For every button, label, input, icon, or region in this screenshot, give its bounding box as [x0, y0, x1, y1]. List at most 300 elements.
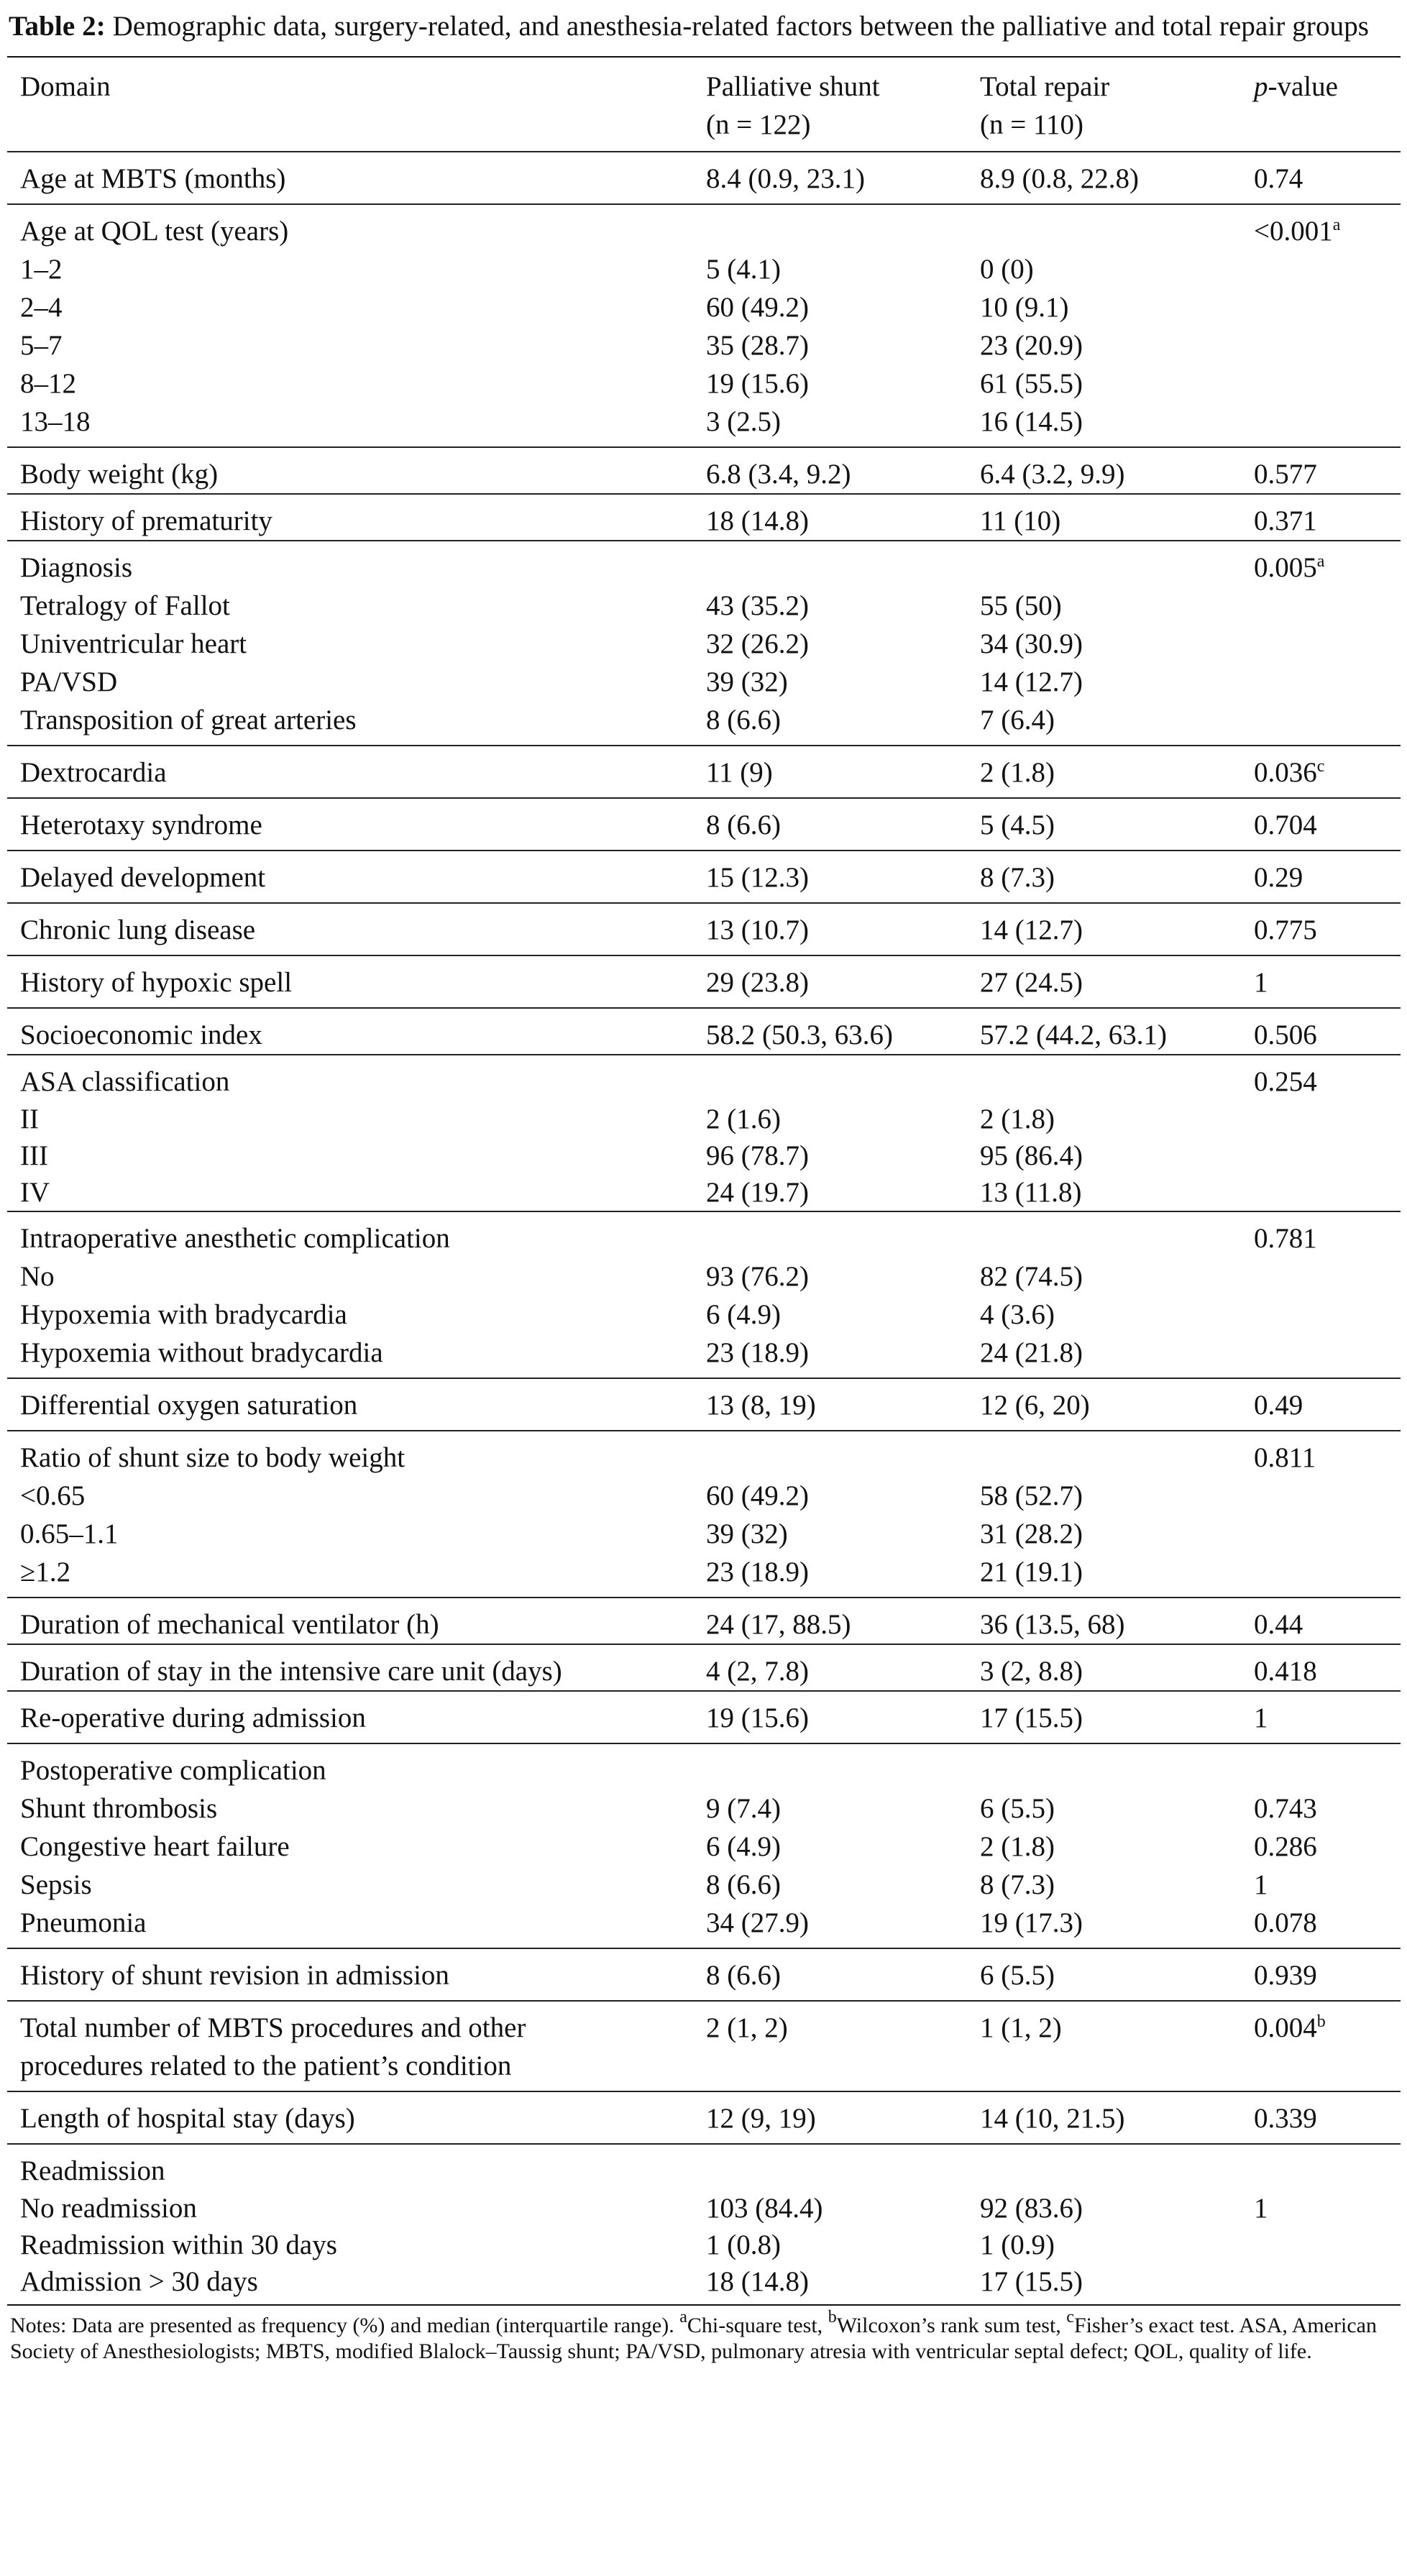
domain-cell — [7, 152, 693, 204]
total-repair-cell — [967, 746, 1241, 798]
header-total-n: (n = 110) — [980, 109, 1084, 140]
table-row — [7, 494, 1401, 541]
total-repair-cell — [967, 326, 1241, 365]
domain-cell — [7, 1008, 693, 1055]
total-repair-cell — [967, 1137, 1241, 1174]
palliative-cell — [693, 746, 967, 798]
p-value-cell-text: 1 — [1254, 1869, 1268, 1900]
total-repair-cell — [967, 625, 1241, 663]
p-value-cell — [1241, 1691, 1401, 1743]
p-value-cell — [1241, 1477, 1401, 1515]
palliative-cell — [693, 250, 967, 288]
p-value-cell — [1241, 1296, 1401, 1334]
domain-cell-text: Duration of mechanical ventilator (h) — [20, 1609, 439, 1640]
domain-cell-text: Re-operative during admission — [20, 1702, 366, 1733]
domain-cell-text: 0.65–1.1 — [20, 1518, 119, 1549]
p-value-footnote-marker: a — [1316, 552, 1325, 571]
domain-cell-text: Delayed development — [20, 862, 266, 893]
domain-cell-text: 1–2 — [20, 254, 63, 285]
palliative-cell-text: 19 (15.6) — [706, 368, 809, 399]
table-row — [7, 1137, 1401, 1174]
palliative-cell-text: 8 (6.6) — [706, 1960, 781, 1991]
p-value-cell-text: 0.74 — [1254, 163, 1303, 194]
domain-cell — [7, 1789, 693, 1828]
total-repair-cell — [967, 1948, 1241, 2001]
palliative-cell — [693, 903, 967, 955]
total-repair-cell-text: 27 (24.5) — [980, 967, 1083, 998]
palliative-cell-text: 13 (10.7) — [706, 915, 809, 945]
total-repair-cell — [967, 152, 1241, 204]
domain-cell-text: Age at QOL test (years) — [20, 216, 289, 247]
palliative-cell-text: 35 (28.7) — [706, 330, 809, 361]
table-row — [7, 1296, 1401, 1334]
palliative-cell-text: 6 (4.9) — [706, 1299, 781, 1330]
domain-cell — [7, 2227, 693, 2263]
table-row — [7, 447, 1401, 494]
p-value-cell — [1241, 1137, 1401, 1174]
domain-cell-text: 2–4 — [20, 292, 63, 323]
total-repair-cell-text: 57.2 (44.2, 63.1) — [980, 1019, 1167, 1050]
total-repair-cell — [967, 1296, 1241, 1334]
total-repair-cell-text: 55 (50) — [980, 590, 1062, 621]
domain-cell-text: No readmission — [20, 2193, 197, 2224]
palliative-cell-text: 8 (6.6) — [706, 705, 781, 735]
domain-cell-text: Congestive heart failure — [20, 1831, 290, 1862]
p-value-cell — [1241, 1055, 1401, 1101]
table-row — [7, 1866, 1401, 1904]
p-value-cell-text: 0.254 — [1254, 1066, 1317, 1097]
domain-cell — [7, 746, 693, 798]
palliative-cell-text: 60 (49.2) — [706, 1480, 809, 1511]
domain-cell — [7, 1378, 693, 1431]
palliative-cell — [693, 541, 967, 587]
domain-cell-text: History of shunt revision in admission — [20, 1960, 449, 1991]
p-value-cell-text: 0.078 — [1254, 1907, 1317, 1938]
domain-cell — [7, 1174, 693, 1211]
notes-text-c: Fisher’s exact test. ASA, American Society of Anesthesiologists; MBTS, modified Blalock–Taussig shunt; PA/VSD, pulmonary atresia with ventricular septal defect; QOL, quality of life. — [10, 2314, 1377, 2363]
p-value-cell-text: 0.743 — [1254, 1793, 1317, 1824]
palliative-cell-text: 1 (0.8) — [706, 2229, 781, 2260]
header-total-label: Total repair — [980, 71, 1110, 102]
p-value-cell — [1241, 365, 1401, 403]
total-repair-cell — [967, 2091, 1241, 2144]
p-value-cell — [1241, 541, 1401, 587]
domain-cell — [7, 1477, 693, 1515]
table-row — [7, 1211, 1401, 1257]
palliative-cell — [693, 2091, 967, 2144]
domain-cell — [7, 1553, 693, 1598]
p-value-cell — [1241, 1257, 1401, 1296]
domain-cell — [7, 494, 693, 541]
domain-cell — [7, 1296, 693, 1334]
p-value-cell — [1241, 2263, 1401, 2305]
palliative-cell — [693, 701, 967, 746]
total-repair-cell — [967, 1055, 1241, 1101]
palliative-cell — [693, 152, 967, 204]
domain-cell — [7, 1137, 693, 1174]
total-repair-cell — [967, 2001, 1241, 2091]
p-value-cell — [1241, 2001, 1401, 2091]
domain-cell-text: Hypoxemia without bradycardia — [20, 1337, 383, 1368]
table-row — [7, 1598, 1401, 1644]
domain-cell-text: Readmission within 30 days — [20, 2229, 337, 2260]
domain-cell — [7, 1948, 693, 2001]
total-repair-cell-text: 0 (0) — [980, 254, 1034, 285]
palliative-cell-text: 13 (8, 19) — [706, 1390, 816, 1421]
total-repair-cell — [967, 541, 1241, 587]
table-row — [7, 1101, 1401, 1137]
p-value-cell-text: 0.506 — [1254, 1019, 1317, 1050]
total-repair-cell — [967, 587, 1241, 625]
domain-cell — [7, 326, 693, 365]
table-row — [7, 1378, 1401, 1431]
p-value-cell — [1241, 1598, 1401, 1644]
header-domain: Domain — [7, 57, 693, 152]
table-row — [7, 152, 1401, 204]
total-repair-cell-text: 36 (13.5, 68) — [980, 1609, 1125, 1640]
p-value-cell — [1241, 1431, 1401, 1477]
table-row — [7, 1789, 1401, 1828]
total-repair-cell-text: 10 (9.1) — [980, 292, 1069, 323]
domain-cell — [7, 1743, 693, 1789]
p-value-cell — [1241, 1948, 1401, 2001]
domain-cell — [7, 204, 693, 250]
palliative-cell-text: 18 (14.8) — [706, 505, 809, 536]
table-row — [7, 1644, 1401, 1691]
domain-cell-text: Intraoperative anesthetic complication — [20, 1223, 450, 1254]
notes-sup-a: a — [679, 2308, 687, 2327]
total-repair-cell — [967, 1008, 1241, 1055]
palliative-cell — [693, 1515, 967, 1553]
p-value-cell — [1241, 1515, 1401, 1553]
palliative-cell — [693, 1101, 967, 1137]
palliative-cell — [693, 1789, 967, 1828]
palliative-cell-text: 43 (35.2) — [706, 590, 809, 621]
palliative-cell — [693, 798, 967, 851]
domain-cell — [7, 1334, 693, 1378]
domain-cell — [7, 1904, 693, 1948]
p-value-cell — [1241, 2190, 1401, 2227]
palliative-cell — [693, 2190, 967, 2227]
total-repair-cell-text: 24 (21.8) — [980, 1337, 1083, 1368]
p-value-cell — [1241, 1378, 1401, 1431]
table-row — [7, 365, 1401, 403]
domain-cell — [7, 663, 693, 701]
notes-sup-c: c — [1066, 2308, 1074, 2327]
table-row — [7, 2263, 1401, 2305]
p-value-cell — [1241, 494, 1401, 541]
palliative-cell — [693, 1055, 967, 1101]
p-value-cell — [1241, 204, 1401, 250]
domain-cell-text: Dextrocardia — [20, 757, 167, 788]
domain-cell-text: Sepsis — [20, 1869, 92, 1900]
palliative-cell-text: 96 (78.7) — [706, 1140, 809, 1171]
p-value-cell — [1241, 1789, 1401, 1828]
total-repair-cell-text: 2 (1.8) — [980, 1104, 1055, 1135]
total-repair-cell-text: 17 (15.5) — [980, 2266, 1083, 2297]
total-repair-cell-text: 34 (30.9) — [980, 628, 1083, 659]
table-row — [7, 2001, 1401, 2091]
domain-cell — [7, 2091, 693, 2144]
p-value-cell-text: <0.001 — [1254, 216, 1333, 247]
p-value-cell — [1241, 403, 1401, 447]
palliative-cell-text: 58.2 (50.3, 63.6) — [706, 1019, 893, 1050]
p-value-cell-text: 0.577 — [1254, 459, 1317, 490]
palliative-cell-text: 60 (49.2) — [706, 292, 809, 323]
table-row — [7, 541, 1401, 587]
palliative-cell-text: 32 (26.2) — [706, 628, 809, 659]
palliative-cell — [693, 1743, 967, 1789]
domain-cell-text: Length of hospital stay (days) — [20, 2103, 355, 2134]
palliative-cell-text: 11 (9) — [706, 757, 773, 788]
domain-cell — [7, 625, 693, 663]
palliative-cell — [693, 326, 967, 365]
p-value-cell — [1241, 663, 1401, 701]
domain-cell-text: Admission > 30 days — [20, 2266, 258, 2297]
table-row — [7, 1431, 1401, 1477]
palliative-cell-text: 8 (6.6) — [706, 1869, 781, 1900]
domain-cell-text: Postoperative complication — [20, 1755, 326, 1786]
palliative-cell — [693, 2001, 967, 2091]
p-value-cell-text: 1 — [1254, 1702, 1268, 1733]
p-value-footnote-marker: a — [1332, 216, 1341, 234]
p-value-cell — [1241, 587, 1401, 625]
domain-cell-text: Transposition of great arteries — [20, 705, 357, 735]
domain-cell-text: <0.65 — [20, 1480, 86, 1511]
total-repair-cell — [967, 798, 1241, 851]
total-repair-cell-text: 2 (1.8) — [980, 757, 1055, 788]
p-value-cell — [1241, 2091, 1401, 2144]
p-value-cell — [1241, 1008, 1401, 1055]
palliative-cell-text: 15 (12.3) — [706, 862, 809, 893]
p-value-cell-text: 0.371 — [1254, 505, 1317, 536]
table-row — [7, 204, 1401, 250]
total-repair-cell — [967, 403, 1241, 447]
domain-cell-text: IV — [20, 1177, 50, 1208]
table-row — [7, 1257, 1401, 1296]
p-value-cell — [1241, 2144, 1401, 2190]
header-p-suffix: -value — [1268, 71, 1338, 102]
palliative-cell — [693, 1691, 967, 1743]
palliative-cell-text: 103 (84.4) — [706, 2193, 823, 2224]
palliative-cell-text: 23 (18.9) — [706, 1337, 809, 1368]
domain-cell — [7, 365, 693, 403]
header-palliative-n: (n = 122) — [706, 109, 811, 140]
total-repair-cell-text: 8 (7.3) — [980, 1869, 1055, 1900]
domain-cell-text: Shunt thrombosis — [20, 1793, 218, 1824]
total-repair-cell — [967, 494, 1241, 541]
domain-cell — [7, 2001, 693, 2091]
table-row — [7, 903, 1401, 955]
palliative-cell — [693, 494, 967, 541]
domain-cell — [7, 587, 693, 625]
total-repair-cell-text: 14 (12.7) — [980, 666, 1083, 697]
domain-cell-text: 5–7 — [20, 330, 63, 361]
total-repair-cell — [967, 2263, 1241, 2305]
total-repair-cell-text: 3 (2, 8.8) — [980, 1656, 1083, 1687]
total-repair-cell-text: 6 (5.5) — [980, 1793, 1055, 1824]
total-repair-cell — [967, 250, 1241, 288]
palliative-cell-text: 29 (23.8) — [706, 967, 809, 998]
p-value-cell — [1241, 1828, 1401, 1866]
domain-cell-text: History of hypoxic spell — [20, 967, 293, 998]
table-row — [7, 1008, 1401, 1055]
total-repair-cell — [967, 701, 1241, 746]
table-row — [7, 1691, 1401, 1743]
palliative-cell — [693, 1477, 967, 1515]
p-value-cell-text: 0.781 — [1254, 1223, 1317, 1254]
domain-cell-text: Body weight (kg) — [20, 459, 219, 490]
palliative-cell-text: 34 (27.9) — [706, 1907, 809, 1938]
domain-cell-text: Readmission — [20, 2155, 165, 2186]
total-repair-cell-text: 6.4 (3.2, 9.9) — [980, 459, 1125, 490]
p-value-cell — [1241, 625, 1401, 663]
palliative-cell-text: 18 (14.8) — [706, 2266, 809, 2297]
table-row — [7, 701, 1401, 746]
domain-cell — [7, 2144, 693, 2190]
domain-cell — [7, 1515, 693, 1553]
total-repair-cell-text: 5 (4.5) — [980, 810, 1055, 840]
domain-cell — [7, 2263, 693, 2305]
total-repair-cell — [967, 1174, 1241, 1211]
palliative-cell-text: 24 (17, 88.5) — [706, 1609, 851, 1640]
domain-cell — [7, 1101, 693, 1137]
palliative-cell — [693, 1257, 967, 1296]
table-row — [7, 587, 1401, 625]
domain-cell — [7, 2190, 693, 2227]
palliative-cell-text: 39 (32) — [706, 666, 788, 697]
total-repair-cell — [967, 1101, 1241, 1137]
header-row — [7, 57, 1401, 152]
domain-cell-text: 8–12 — [20, 368, 76, 399]
p-value-cell — [1241, 1211, 1401, 1257]
total-repair-cell — [967, 903, 1241, 955]
domain-cell-text: Socioeconomic index — [20, 1019, 262, 1050]
header-palliative-label: Palliative shunt — [706, 71, 880, 102]
table-row — [7, 403, 1401, 447]
total-repair-cell — [967, 2227, 1241, 2263]
palliative-cell-text: 4 (2, 7.8) — [706, 1656, 809, 1687]
table-row — [7, 1948, 1401, 2001]
total-repair-cell — [967, 663, 1241, 701]
domain-cell-text: History of prematurity — [20, 505, 272, 536]
table-row — [7, 798, 1401, 851]
p-value-cell — [1241, 955, 1401, 1008]
palliative-cell-text: 5 (4.1) — [706, 254, 781, 285]
domain-cell-text: 13–18 — [20, 406, 91, 437]
p-value-cell — [1241, 1743, 1401, 1789]
palliative-cell-text: 39 (32) — [706, 1518, 788, 1549]
header-p-value — [1241, 57, 1401, 152]
p-value-cell-text: 0.811 — [1254, 1442, 1316, 1473]
table-row — [7, 250, 1401, 288]
table-notes — [10, 2308, 1398, 2365]
total-repair-cell — [967, 1431, 1241, 1477]
palliative-cell — [693, 1598, 967, 1644]
p-value-cell — [1241, 326, 1401, 365]
table-row — [7, 2227, 1401, 2263]
total-repair-cell — [967, 2144, 1241, 2190]
palliative-cell-text: 6.8 (3.4, 9.2) — [706, 459, 851, 490]
domain-cell — [7, 447, 693, 494]
domain-cell-text: Tetralogy of Fallot — [20, 590, 230, 621]
total-repair-cell — [967, 288, 1241, 326]
p-value-cell — [1241, 1553, 1401, 1598]
table-row — [7, 1553, 1401, 1598]
domain-cell-text: III — [20, 1140, 48, 1171]
table-label: Table 2: — [9, 11, 106, 42]
palliative-cell — [693, 365, 967, 403]
domain-cell-text: Diagnosis — [20, 552, 132, 583]
p-value-cell-text: 0.775 — [1254, 915, 1317, 945]
table-row — [7, 326, 1401, 365]
notes-sup-b: b — [828, 2308, 837, 2327]
domain-cell-text: Pneumonia — [20, 1907, 147, 1938]
total-repair-cell-text: 11 (10) — [980, 505, 1061, 536]
notes-prefix: Notes: Data are presented as frequency (%) and median (interquartile range). — [10, 2314, 680, 2337]
table-row — [7, 288, 1401, 326]
total-repair-cell-text: 8 (7.3) — [980, 862, 1055, 893]
p-value-cell-text: 0.005 — [1254, 552, 1317, 583]
domain-cell-text: No — [20, 1261, 55, 1292]
total-repair-cell — [967, 1904, 1241, 1948]
total-repair-cell-text: 82 (74.5) — [980, 1261, 1083, 1292]
total-repair-cell-text: 23 (20.9) — [980, 330, 1083, 361]
p-value-cell — [1241, 250, 1401, 288]
palliative-cell — [693, 2263, 967, 2305]
p-value-cell-text: 0.339 — [1254, 2103, 1317, 2134]
domain-cell — [7, 403, 693, 447]
p-value-cell — [1241, 798, 1401, 851]
domain-cell — [7, 903, 693, 955]
total-repair-cell-text: 58 (52.7) — [980, 1480, 1083, 1511]
p-value-cell — [1241, 2227, 1401, 2263]
total-repair-cell — [967, 1553, 1241, 1598]
palliative-cell — [693, 587, 967, 625]
palliative-cell — [693, 1948, 967, 2001]
table-row — [7, 2091, 1401, 2144]
table-row — [7, 1334, 1401, 1378]
p-value-cell — [1241, 288, 1401, 326]
palliative-cell-text: 6 (4.9) — [706, 1831, 781, 1862]
domain-cell — [7, 1644, 693, 1691]
palliative-cell-text: 12 (9, 19) — [706, 2103, 816, 2134]
total-repair-cell — [967, 365, 1241, 403]
domain-cell — [7, 1055, 693, 1101]
p-value-cell-text: 0.004 — [1254, 2012, 1317, 2043]
palliative-cell — [693, 625, 967, 663]
table-row — [7, 1828, 1401, 1866]
palliative-cell — [693, 1904, 967, 1948]
palliative-cell-text: 24 (19.7) — [706, 1177, 809, 1208]
table-row — [7, 746, 1401, 798]
domain-cell — [7, 250, 693, 288]
palliative-cell-text: 8 (6.6) — [706, 810, 781, 840]
total-repair-cell — [967, 1789, 1241, 1828]
total-repair-cell — [967, 1691, 1241, 1743]
p-value-cell-text: 0.704 — [1254, 810, 1317, 840]
total-repair-cell-text: 92 (83.6) — [980, 2193, 1083, 2224]
demographics-table — [7, 56, 1401, 2306]
total-repair-cell — [967, 2190, 1241, 2227]
total-repair-cell — [967, 1211, 1241, 1257]
notes-text-a: Chi-square test, — [687, 2314, 828, 2337]
p-value-cell — [1241, 746, 1401, 798]
palliative-cell — [693, 1174, 967, 1211]
domain-cell-text: Univentricular heart — [20, 628, 247, 659]
total-repair-cell-text: 21 (19.1) — [980, 1557, 1083, 1587]
total-repair-cell-text: 14 (10, 21.5) — [980, 2103, 1125, 2134]
